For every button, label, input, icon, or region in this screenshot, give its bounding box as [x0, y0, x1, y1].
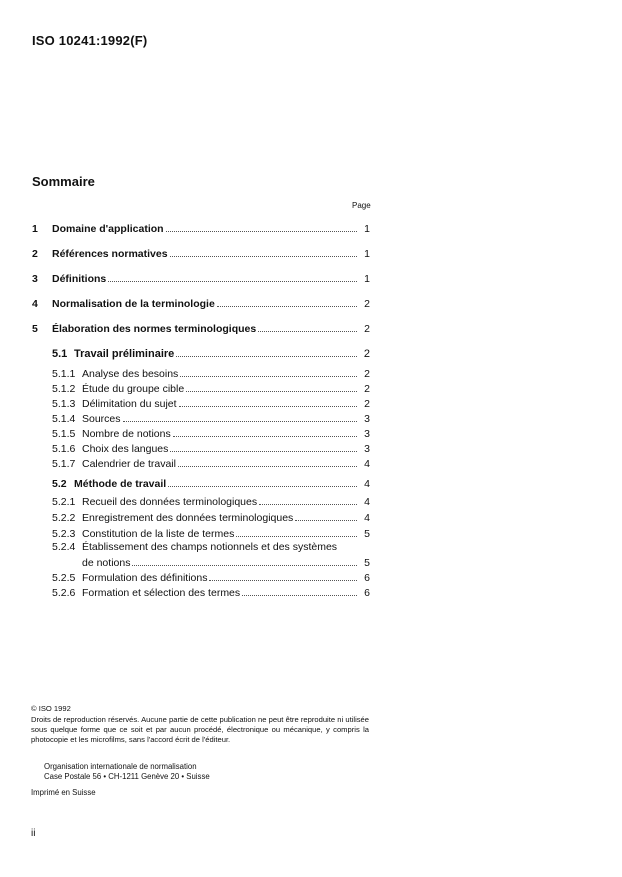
- toc-entry-number: 5.2.6: [52, 587, 76, 599]
- toc-entry-title: Références normatives: [52, 248, 168, 260]
- toc-entry-page: 2: [364, 298, 370, 310]
- dot-leader: [180, 376, 357, 377]
- toc-entry-number: 5.1.7: [52, 458, 76, 470]
- toc-subsection[interactable]: [52, 346, 370, 360]
- toc-subentry[interactable]: [52, 366, 370, 380]
- toc-entry[interactable]: [32, 271, 370, 285]
- toc-entry-page: 1: [364, 273, 370, 285]
- toc-entry-page: 2: [363, 348, 370, 360]
- toc-entry-page: 3: [364, 428, 370, 440]
- toc-subentry-first-line[interactable]: [52, 540, 370, 554]
- toc-subentry[interactable]: [52, 494, 370, 508]
- toc-entry-number: 5.1.5: [52, 428, 76, 440]
- toc-entry-title: Recueil des données terminologiques: [82, 496, 258, 508]
- dot-leader: [209, 580, 357, 581]
- publisher-address: Case Postale 56 • CH-1211 Genève 20 • Suisse: [44, 772, 210, 781]
- toc-subentry[interactable]: [52, 510, 370, 524]
- toc-entry-number: 5.2.4: [52, 541, 76, 553]
- toc-entry-page: 6: [364, 587, 370, 599]
- toc-entry-page: 5: [364, 528, 370, 540]
- toc-entry-title: Nombre de notions: [82, 428, 171, 440]
- toc-entry[interactable]: [32, 296, 370, 310]
- toc-entry-page: 4: [364, 512, 370, 524]
- toc-entry-page: 4: [364, 478, 370, 490]
- dot-leader: [178, 466, 357, 467]
- dot-leader: [259, 504, 357, 505]
- toc-entry-number: 5.1.3: [52, 398, 76, 410]
- toc-entry-title: Établissement des champs notionnels et des systèmes: [82, 541, 338, 553]
- toc-entry-number: 5.1.6: [52, 443, 76, 455]
- toc-entry-page: 4: [364, 496, 370, 508]
- toc-subentry-continuation[interactable]: [82, 555, 370, 569]
- dot-leader: [186, 391, 357, 392]
- toc-entry-title: de notions: [82, 557, 131, 569]
- toc-subentry[interactable]: [52, 381, 370, 395]
- toc-subentry[interactable]: [52, 456, 370, 470]
- toc-entry-title: Étude du groupe cible: [82, 383, 185, 395]
- publisher-block: [44, 762, 210, 782]
- publisher-name: Organisation internationale de normalisation: [44, 762, 197, 771]
- toc-entry-title: Sources: [82, 413, 121, 425]
- dot-leader: [168, 486, 357, 487]
- toc-entry-page: 2: [364, 323, 370, 335]
- toc-entry-number: 1: [32, 223, 38, 235]
- toc-entry-title: Élaboration des normes terminologiques: [52, 323, 257, 335]
- toc-heading: Sommaire: [32, 174, 95, 189]
- toc-subentry[interactable]: [52, 426, 370, 440]
- dot-leader: [242, 595, 357, 596]
- toc-entry-page: 2: [364, 368, 370, 380]
- toc-entry-title: Domaine d'application: [52, 223, 164, 235]
- toc-entry-title: Calendrier de travail: [82, 458, 176, 470]
- document-id: ISO 10241:1992(F): [32, 33, 148, 48]
- toc-entry-number: 5.1.4: [52, 413, 76, 425]
- toc-entry-page: 1: [364, 223, 370, 235]
- toc-entry-title: Délimitation du sujet: [82, 398, 177, 410]
- toc-entry-number: 5.2.1: [52, 496, 76, 508]
- toc-entry-page: 1: [364, 248, 370, 260]
- copyright-block: [31, 704, 369, 745]
- rights-statement: Droits de reproduction réservés. Aucune partie de cette publication ne peut être reproduite ni utilisée sous quelque forme que ce soit et par aucun procédé, électronique ou mécanique, y compris la photocopie et les microfilms, sans l'accord écrit de l'éditeur.: [31, 715, 369, 744]
- toc-subentry[interactable]: [52, 585, 370, 599]
- toc-entry-title: Définitions: [52, 273, 107, 285]
- toc-entry-number: 5.2.5: [52, 572, 76, 584]
- toc-subsection[interactable]: [52, 476, 370, 490]
- toc-entry-page: 5: [364, 557, 370, 569]
- dot-leader: [173, 436, 357, 437]
- dot-leader: [179, 406, 357, 407]
- toc-entry-title: Formation et sélection des termes: [82, 587, 241, 599]
- toc-entry-title: Travail préliminaire: [74, 348, 175, 360]
- toc-entry-number: 5.1.1: [52, 368, 76, 380]
- dot-leader: [166, 231, 357, 232]
- toc-subentry[interactable]: [52, 570, 370, 584]
- dot-leader: [236, 536, 357, 537]
- dot-leader: [217, 306, 357, 307]
- toc-entry-number: 5.2.2: [52, 512, 76, 524]
- page-column-label: Page: [352, 201, 371, 210]
- toc-entry-page: 6: [364, 572, 370, 584]
- printed-in: Imprimé en Suisse: [31, 788, 96, 797]
- toc-entry-title: Méthode de travail: [74, 478, 167, 490]
- toc-entry-number: 5: [32, 323, 38, 335]
- dot-leader: [132, 565, 357, 566]
- toc-entry-page: 3: [364, 413, 370, 425]
- copyright-notice: © ISO 1992: [31, 704, 71, 713]
- toc-subentry[interactable]: [52, 441, 370, 455]
- toc-entry-page: 2: [364, 398, 370, 410]
- toc-entry[interactable]: [32, 221, 370, 235]
- dot-leader: [170, 256, 357, 257]
- dot-leader: [176, 356, 357, 357]
- dot-leader: [258, 331, 357, 332]
- toc-entry[interactable]: [32, 246, 370, 260]
- toc-entry-page: 4: [364, 458, 370, 470]
- toc-subentry[interactable]: [52, 526, 370, 540]
- toc-subentry[interactable]: [52, 396, 370, 410]
- toc-entry-title: Constitution de la liste de termes: [82, 528, 235, 540]
- toc-entry-number: 5.1: [52, 348, 68, 360]
- toc-entry-title: Formulation des définitions: [82, 572, 208, 584]
- toc-entry-number: 5.2: [52, 478, 67, 490]
- toc-entry-number: 5.2.3: [52, 528, 76, 540]
- toc-entry-title: Enregistrement des données terminologiques: [82, 512, 294, 524]
- toc-entry-number: 5.1.2: [52, 383, 76, 395]
- dot-leader: [170, 451, 357, 452]
- dot-leader: [108, 281, 357, 282]
- toc-entry-page: 3: [364, 443, 370, 455]
- toc-entry-page: 2: [364, 383, 370, 395]
- page-number: ii: [31, 828, 36, 839]
- toc-entry[interactable]: [32, 321, 370, 335]
- dot-leader: [295, 520, 357, 521]
- toc-entry-number: 4: [32, 298, 38, 310]
- toc-entry-number: 3: [32, 273, 38, 285]
- toc-entry-title: Choix des langues: [82, 443, 169, 455]
- toc-entry-title: Analyse des besoins: [82, 368, 179, 380]
- dot-leader: [123, 421, 357, 422]
- toc-entry-title: Normalisation de la terminologie: [52, 298, 215, 310]
- toc-subentry[interactable]: [52, 411, 370, 425]
- toc-entry-number: 2: [32, 248, 38, 260]
